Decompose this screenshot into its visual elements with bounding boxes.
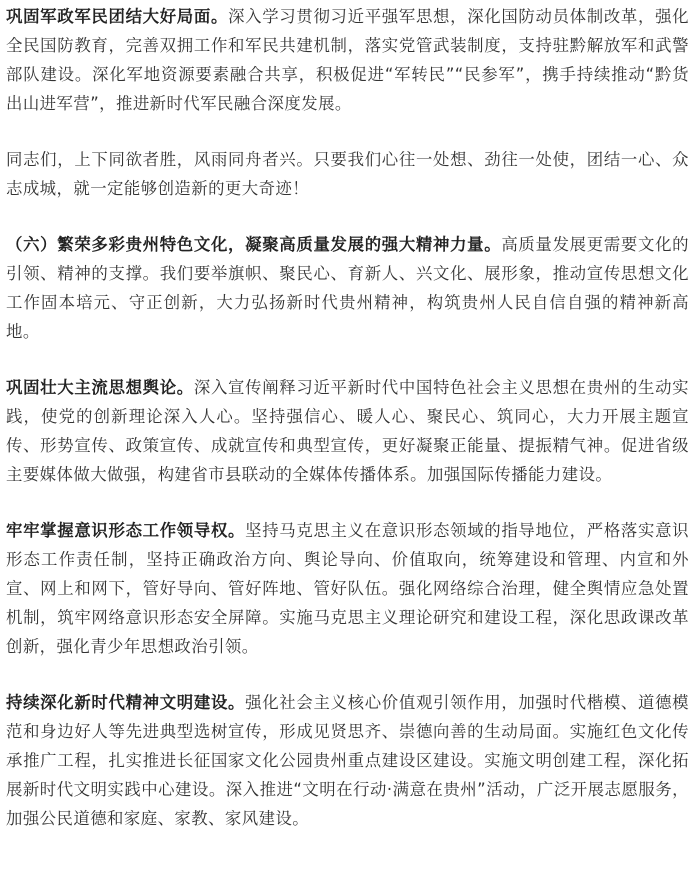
- paragraph-body: 高质量发展更需要文化的引领、精神的支撑。我们要举旗帜、聚民心、育新人、兴文化、展形象，推动宣传思想文化工作固本培元、守正创新，大力弘扬新时代贵州精神，构筑贵州人民自信自强的精神新高地。: [6, 235, 689, 341]
- paragraph-lead: 持续深化新时代精神文明建设。: [6, 693, 246, 712]
- paragraph-lead: 牢牢掌握意识形态工作领导权。: [6, 521, 246, 540]
- paragraph-body: 深入学习贯彻习近平强军思想，深化国防动员体制改革，强化全民国防教育，完善双拥工作和军民共建机制，落实党管武装制度，支持驻黔解放军和武警部队建设。深化军地资源要素融合共享，积极促进“军转民”“民参军”，携手持续推动“黔货出山进军营”，推进新时代军民融合深度发展。: [6, 7, 689, 113]
- paragraph-comrades-appeal: [6, 145, 689, 203]
- paragraph-mainstream-opinion: [6, 373, 689, 489]
- paragraph-military-civilian-unity: [6, 2, 689, 118]
- paragraph-ideology-leadership: [6, 516, 689, 661]
- paragraph-spiritual-civilization: [6, 688, 689, 833]
- section-heading: （六）繁荣多彩贵州特色文化，凝聚高质量发展的强大精神力量。: [6, 235, 502, 254]
- paragraph-lead: 巩固壮大主流思想舆论。: [6, 378, 194, 397]
- paragraph-section-six-culture: [6, 230, 689, 346]
- paragraph-body: 坚持马克思主义在意识形态领域的指导地位，严格落实意识形态工作责任制，坚持正确政治方向、舆论导向、价值取向，统筹建设和管理、内宣和外宣、网上和网下，管好导向、管好阵地、管好队伍。强化网络综合治理，健全舆情应急处置机制，筑牢网络意识形态安全屏障。实施马克思主义理论研究和建设工程，深化思政课改革创新，强化青少年思想政治引领。: [6, 521, 689, 656]
- paragraph-body: 强化社会主义核心价值观引领作用，加强时代楷模、道德模范和身边好人等先进典型选树宣传，形成见贤思齐、崇德向善的生动局面。实施红色文化传承推广工程，扎实推进长征国家文化公园贵州重点建设区建设。实施文明创建工程，深化拓展新时代文明实践中心建设。深入推进“文明在行动·满意在贵州”活动，广泛开展志愿服务，加强公民道德和家庭、家教、家风建设。: [6, 693, 689, 828]
- paragraph-lead: 巩固军政军民团结大好局面。: [6, 7, 229, 26]
- paragraph-body: 深入宣传阐释习近平新时代中国特色社会主义思想在贵州的生动实践，使党的创新理论深入人心。坚持强信心、暖人心、聚民心、筑同心，大力开展主题宣传、形势宣传、政策宣传、成就宣传和典型宣传，更好凝聚正能量、提振精气神。促进省级主要媒体做大做强，构建省市县联动的全媒体传播体系。加强国际传播能力建设。: [6, 378, 689, 484]
- paragraph-body: 同志们，上下同欲者胜，风雨同舟者兴。只要我们心往一处想、劲往一处使，团结一心、众志成城，就一定能够创造新的更大奇迹！: [6, 150, 689, 198]
